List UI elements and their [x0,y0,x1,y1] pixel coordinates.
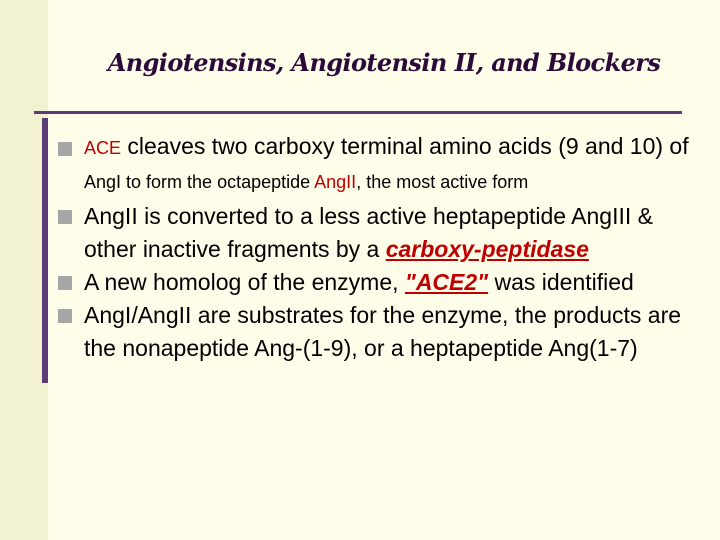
carboxypeptidase-term: carboxy-peptidase [385,236,589,262]
bullet-item [56,266,706,299]
bullet-square-icon [58,276,72,290]
bullet-text: , the most active form [356,172,529,192]
bullet-text: to form the octapeptide [121,172,315,192]
angI-term: AngI [84,172,122,192]
bullet-item [56,299,706,365]
bullet-text: cleaves two carboxy terminal amino acids (9 and 10) of [121,133,689,159]
bullet-item [56,130,706,198]
bullet-text: A new homolog of the enzyme, [84,269,405,295]
left-accent-bar [42,118,48,383]
bullet-square-icon [58,142,72,156]
bullet-list [56,130,706,365]
angII-term: AngII [314,172,357,192]
title-rule [34,111,682,114]
ace2-term: "ACE2" [404,269,489,295]
bullet-item [56,200,706,266]
bullet-square-icon [58,210,72,224]
bullet-text: AngI/AngII are substrates for the enzyme, the products are the nonapeptide Ang-(1-9), or a heptapeptide Ang(1-7) [84,302,682,361]
ace-term: ACE [84,138,122,158]
slide-title: Angiotensins, Angiotensin II, and Blockers [107,48,661,77]
left-band [0,0,48,540]
bullet-text: AngII is converted to a less active heptapeptide AngIII & other inactive fragments by a [84,203,653,262]
bullet-square-icon [58,309,72,323]
bullet-text: was identified [488,269,634,295]
